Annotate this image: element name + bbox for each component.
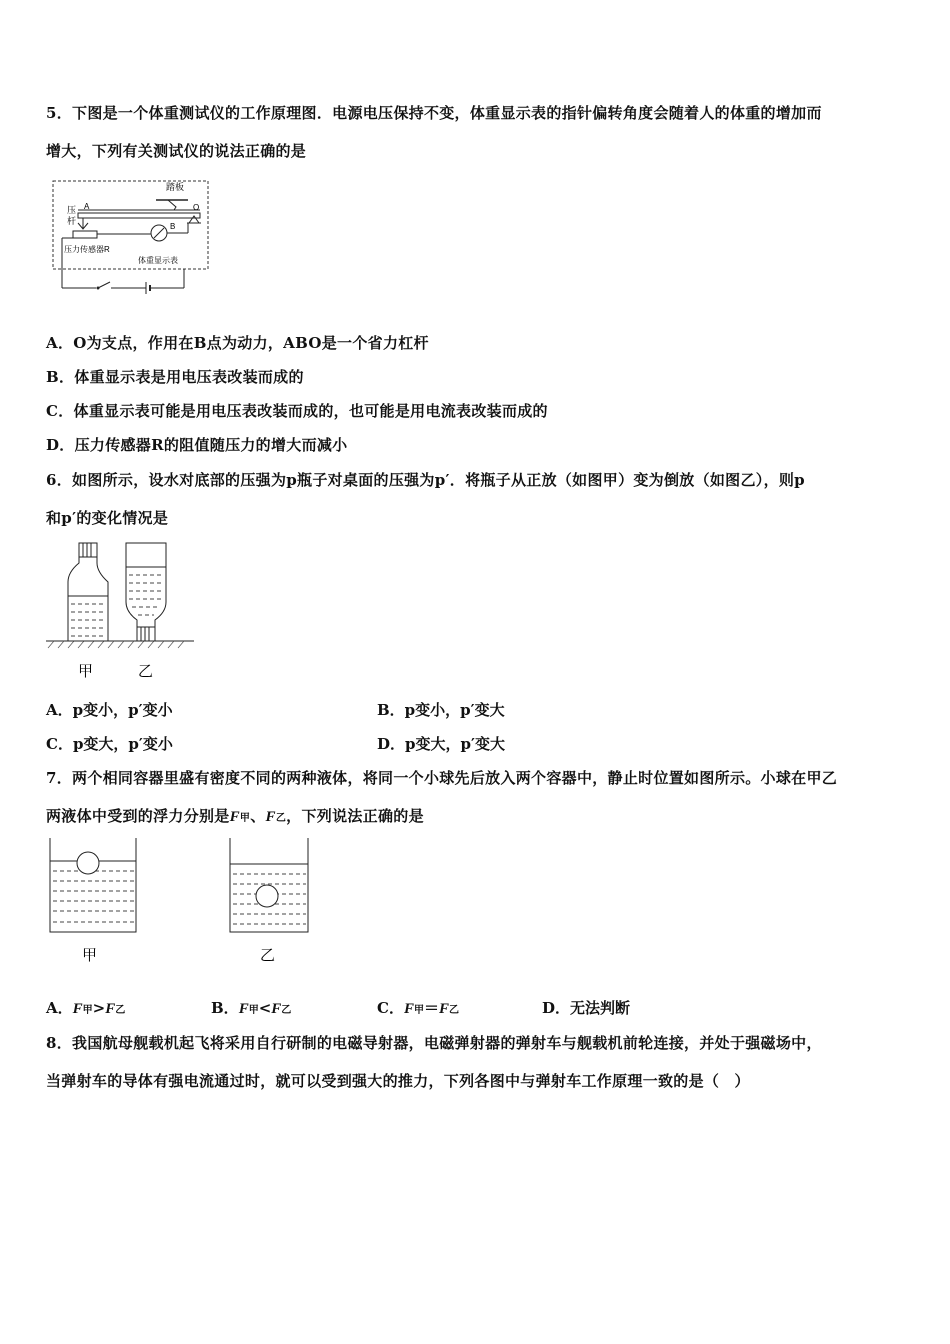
q7-stem-line2: 两液体中受到的浮力分别是F甲、F乙，下列说法正确的是 [46, 807, 424, 825]
q5-label-press1: 压 [67, 205, 77, 215]
q5-label-sensor: 压力传感器R [64, 245, 110, 254]
q5-label-display: 体重显示表 [138, 256, 178, 265]
q5-option-c: C．体重显示表可能是用电压表改装而成的，也可能是用电流表改装而成的 [46, 402, 548, 420]
q5-label-A: A [84, 202, 90, 211]
q6-label-jia: 甲 [78, 663, 94, 680]
q7-f-symbol: F [229, 809, 240, 825]
q6-stem-line2: 和p′的变化情况是 [46, 509, 169, 527]
q5-label-pedal: 踏板 [166, 182, 185, 192]
q5-label-press2: 杆 [67, 216, 77, 226]
q6-option-a: A．p变小，p′变小 [46, 701, 173, 719]
q5-stem-line2: 增大，下列有关测试仪的说法正确的是 [46, 142, 307, 160]
q6-stem-line1: 6．如图所示，设水对底部的压强为p瓶子对桌面的压强为p′．将瓶子从正放（如图甲）变为倒放（如图乙），则p [46, 471, 805, 489]
q7-stem-line1: 7．两个相同容器里盛有密度不同的两种液体，将同一个小球先后放入两个容器中，静止时位置如图所示。小球在甲乙 [46, 769, 838, 787]
q5-option-a: A．O为支点，作用在B点为动力，ABO是一个省力杠杆 [46, 334, 429, 352]
q5-option-b: B．体重显示表是用电压表改装而成的 [46, 368, 304, 386]
q7-label-yi: 乙 [260, 947, 276, 964]
q6-label-yi: 乙 [138, 663, 154, 680]
q5-label-O: O [193, 203, 200, 212]
q7-label-jia: 甲 [82, 947, 98, 964]
q5-stem-line1: 5．下图是一个体重测试仪的工作原理图．电源电压保持不变，体重显示表的指针偏转角度会随着人的体重的增加而 [46, 104, 822, 122]
q5-scale-circuit-figure [48, 176, 213, 301]
q6-option-d: D．p变大，p′变大 [377, 735, 505, 753]
q7-option-b: B．F甲<F乙 [211, 999, 292, 1017]
q7-containers-figure [44, 836, 314, 976]
q7-option-a: A．F甲>F乙 [46, 999, 126, 1017]
q7-option-c: C．F甲＝F乙 [377, 999, 459, 1017]
q8-stem-line1: 8．我国航母舰载机起飞将采用自行研制的电磁导射器，电磁弹射器的弹射车与舰载机前轮连接，并处于强磁场中， [46, 1034, 822, 1052]
q5-label-B: B [170, 222, 176, 231]
q5-option-d: D．压力传感器R的阻值随压力的增大而减小 [46, 436, 348, 454]
q6-option-b: B．p变小，p′变大 [377, 701, 505, 719]
q7-option-d: D．无法判断 [542, 999, 631, 1017]
q8-stem-line2: 当弹射车的导体有强电流通过时，就可以受到强大的推力，下列各图中与弹射车工作原理一致的是（ ） [46, 1072, 750, 1090]
q6-bottles-figure [44, 538, 204, 688]
q6-option-c: C．p变大，p′变小 [46, 735, 173, 753]
